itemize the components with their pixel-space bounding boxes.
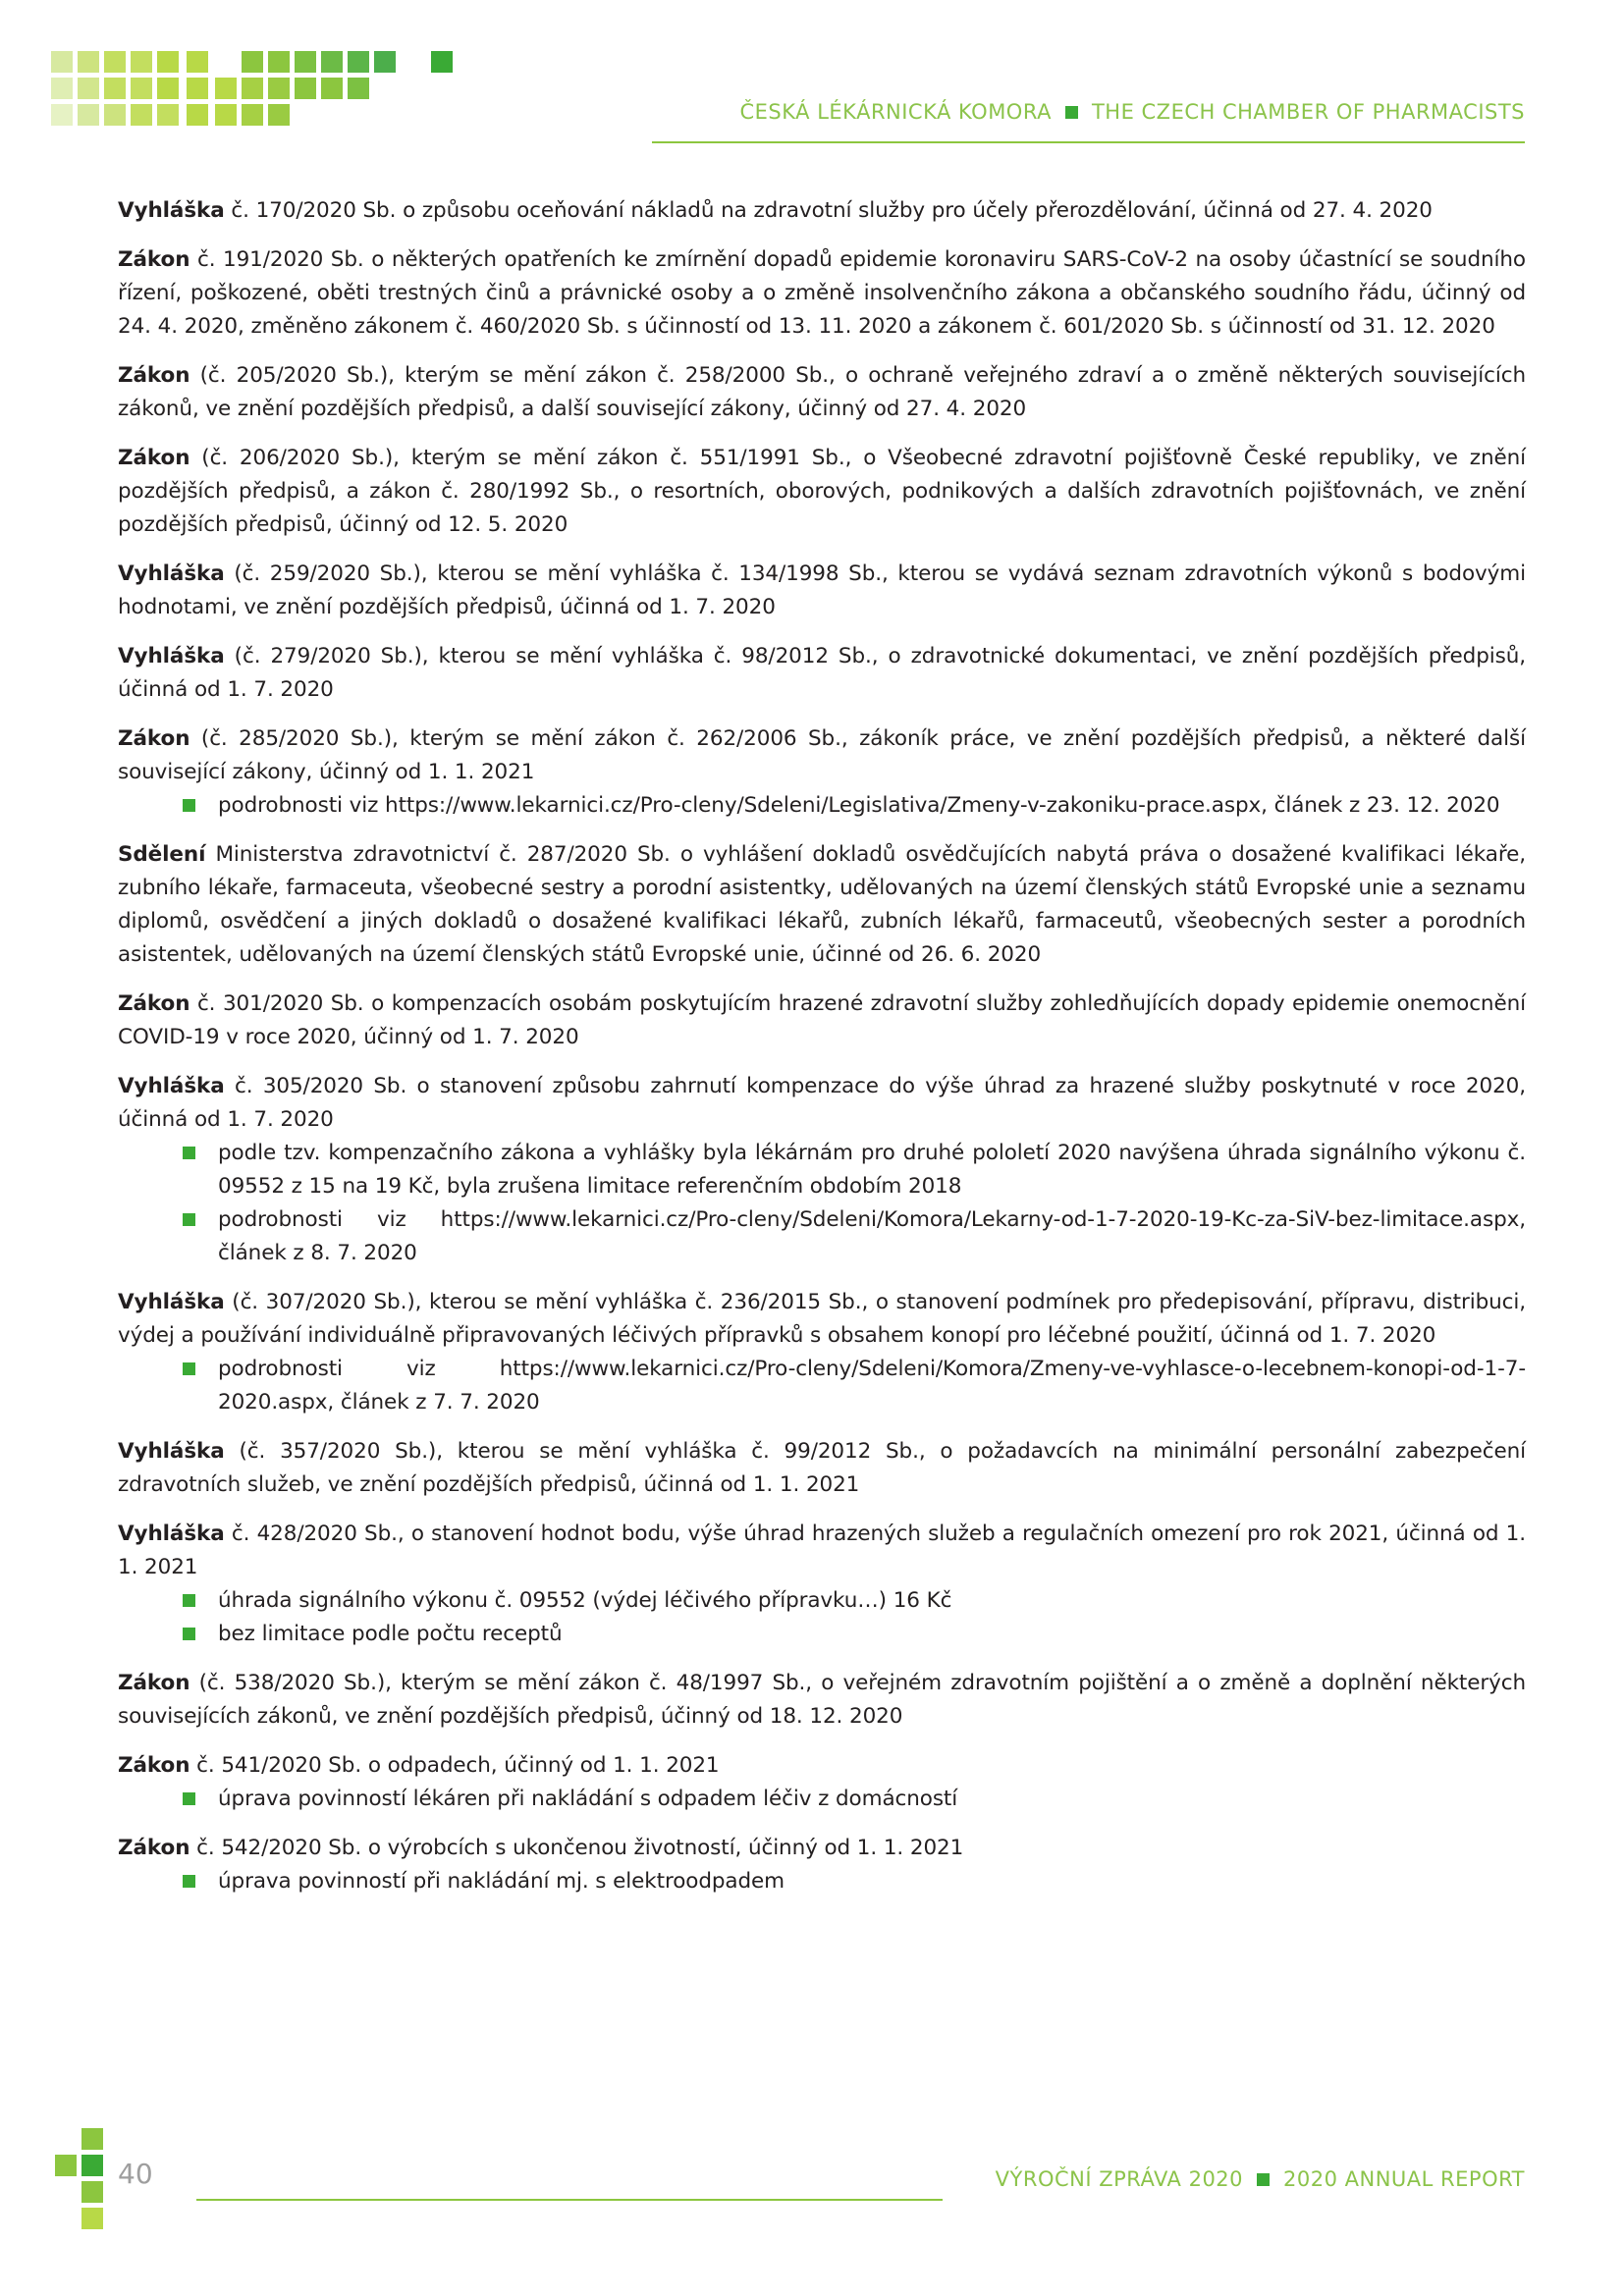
legislation-entry bbox=[118, 1667, 1526, 1734]
logo-square bbox=[215, 104, 237, 126]
logo-square bbox=[51, 51, 73, 73]
bullet-text: podrobnosti viz https://www.lekarnici.cz/Pro-cleny/Sdeleni/Legislativa/Zmeny-v-zakoniku-prace.aspx, článek z 23. 12. 2020 bbox=[218, 793, 1500, 818]
logo-square bbox=[268, 51, 290, 73]
entry-text: č. 305/2020 Sb. o stanovení způsobu zahrnutí kompenzace do výše úhrad za hrazené služby poskytnuté v roce 2020, účinná od 1. 7. 2020 bbox=[118, 1074, 1526, 1132]
logo-square bbox=[157, 78, 179, 99]
footer-report-en: 2020 ANNUAL REPORT bbox=[1283, 2167, 1525, 2191]
bullet-text: podrobnosti viz https://www.lekarnici.cz/Pro-cleny/Sdeleni/Komora/Zmeny-ve-vyhlasce-o-lecebnem-konopi-od-1-7-2020.aspx, článek z 7. 7. 2020 bbox=[218, 1357, 1526, 1415]
entry-keyword: Vyhláška bbox=[118, 1290, 225, 1314]
bullet-text: podrobnosti viz https://www.lekarnici.cz/Pro-cleny/Sdeleni/Komora/Lekarny-od-1-7-2020-19-Kc-za-SiV-bez-limitace.aspx, článek z 8. 7. 2020 bbox=[218, 1207, 1526, 1265]
entry-text: (č. 206/2020 Sb.), kterým se mění zákon č. 551/1991 Sb., o Všeobecné zdravotní pojišťovně České republiky, ve znění pozdějších předpisů, a zákon č. 280/1992 Sb., o resortních, oborových, podnikových a dalších zdravotních pojišťovnách, ve znění pozdějších předpisů, účinný od 12. 5. 2020 bbox=[118, 446, 1526, 537]
entry-keyword: Zákon bbox=[118, 1836, 190, 1860]
legislation-entry bbox=[118, 194, 1526, 228]
entry-bullet-item bbox=[118, 789, 1526, 823]
bullet-square-icon bbox=[183, 1594, 195, 1607]
logo-square bbox=[187, 78, 208, 99]
bullet-text: podle tzv. kompenzačního zákona a vyhlášky byla lékárnám pro druhé pololetí 2020 navýšena úhrada signálního výkonu č. 09552 z 15 na 19 Kč, byla zrušena limitace referenčním obdobím 2018 bbox=[218, 1141, 1526, 1199]
footer-report-cz: VÝROČNÍ ZPRÁVA 2020 bbox=[995, 2167, 1244, 2191]
logo-square bbox=[187, 51, 208, 73]
logo-square bbox=[242, 51, 263, 73]
bullet-square-icon bbox=[183, 1362, 195, 1375]
entry-text: (č. 538/2020 Sb.), kterým se mění zákon č. 48/1997 Sb., o veřejném zdravotním pojištění a o změně a doplnění některých souvisejících zákonů, ve znění pozdějších předpisů, účinný od 18. 12. 2020 bbox=[118, 1671, 1526, 1729]
legislation-list bbox=[118, 194, 1526, 1914]
legislation-entry bbox=[118, 1070, 1526, 1270]
header-rule bbox=[652, 141, 1525, 143]
logo-square bbox=[55, 2155, 77, 2176]
entry-keyword: Zákon bbox=[118, 1753, 190, 1778]
logo-square bbox=[78, 51, 99, 73]
logo-square bbox=[295, 78, 316, 99]
header-org-cz: ČESKÁ LÉKÁRNICKÁ KOMORA bbox=[739, 100, 1052, 124]
entry-keyword: Zákon bbox=[118, 1671, 190, 1695]
entry-paragraph bbox=[118, 359, 1526, 426]
bullet-square-icon bbox=[183, 1875, 195, 1888]
footer-rule bbox=[196, 2199, 943, 2201]
header-separator-square bbox=[1065, 106, 1078, 119]
logo-square bbox=[104, 51, 126, 73]
logo-square bbox=[81, 2208, 103, 2229]
legislation-entry bbox=[118, 442, 1526, 542]
logo-square bbox=[78, 104, 99, 126]
entry-paragraph bbox=[118, 1749, 1526, 1783]
header-org-en: THE CZECH CHAMBER OF PHARMACISTS bbox=[1091, 100, 1525, 124]
entry-paragraph bbox=[118, 558, 1526, 624]
legislation-entry bbox=[118, 1435, 1526, 1502]
entry-bullet-item bbox=[118, 1865, 1526, 1898]
entry-paragraph bbox=[118, 1435, 1526, 1502]
entry-text: č. 301/2020 Sb. o kompenzacích osobám poskytujícím hrazené zdravotní služby zohledňujících dopady epidemie onemocnění COVID-19 v roce 2020, účinný od 1. 7. 2020 bbox=[118, 991, 1526, 1049]
entry-bullet-item bbox=[118, 1137, 1526, 1203]
entry-keyword: Vyhláška bbox=[118, 1522, 225, 1546]
entry-keyword: Vyhláška bbox=[118, 1074, 225, 1098]
entry-paragraph bbox=[118, 1832, 1526, 1865]
legislation-entry bbox=[118, 1749, 1526, 1816]
logo-square bbox=[157, 51, 179, 73]
page-number: 40 bbox=[118, 2158, 153, 2190]
header-title bbox=[740, 100, 1526, 124]
bullet-square-icon bbox=[183, 1628, 195, 1640]
legislation-entry bbox=[118, 558, 1526, 624]
legislation-entry bbox=[118, 988, 1526, 1054]
logo-square bbox=[215, 78, 237, 99]
entry-bullet-item bbox=[118, 1353, 1526, 1419]
legislation-entry bbox=[118, 359, 1526, 426]
entry-text: č. 170/2020 Sb. o způsobu oceňování nákladů na zdravotní služby pro účely přerozdělování, účinná od 27. 4. 2020 bbox=[224, 198, 1433, 223]
bullet-text: úprava povinností při nakládání mj. s elektroodpadem bbox=[218, 1869, 785, 1894]
entry-text: č. 542/2020 Sb. o výrobcích s ukončenou životností, účinný od 1. 1. 2021 bbox=[189, 1836, 964, 1860]
logo-square bbox=[81, 2155, 103, 2176]
logo-square bbox=[104, 78, 126, 99]
logo-square bbox=[268, 104, 290, 126]
logo-square bbox=[348, 78, 369, 99]
entry-paragraph bbox=[118, 722, 1526, 789]
entry-keyword: Zákon bbox=[118, 726, 190, 751]
logo-square bbox=[131, 78, 152, 99]
logo-square bbox=[295, 51, 316, 73]
logo-square bbox=[81, 2181, 103, 2203]
entry-text: (č. 285/2020 Sb.), kterým se mění zákon č. 262/2006 Sb., zákoník práce, ve znění pozdějších předpisů, a některé další související zákony, účinný od 1. 1. 2021 bbox=[118, 726, 1526, 784]
entry-keyword: Zákon bbox=[118, 446, 190, 470]
legislation-entry bbox=[118, 640, 1526, 707]
legislation-entry bbox=[118, 1518, 1526, 1651]
entry-text: č. 191/2020 Sb. o některých opatřeních ke zmírnění dopadů epidemie koronaviru SARS-CoV-2 na osoby účastnící se soudního řízení, poškozené, oběti trestných činů a právnické osoby a o změně insolvenčního zákona a občanského soudního řádu, účinný od 24. 4. 2020, změněno zákonem č. 460/2020 Sb. s účinností od 13. 11. 2020 a zákonem č. 601/2020 Sb. s účinností od 31. 12. 2020 bbox=[118, 247, 1526, 339]
entry-text: Ministerstva zdravotnictví č. 287/2020 Sb. o vyhlášení dokladů osvědčujících nabytá práva o dosažené kvalifikaci lékaře, zubního lékaře, farmaceuta, všeobecné sestry a porodní asistentky, udělovaných na území členských států Evropské unie a seznamu diplomů, osvědčení a jiných dokladů o dosažené kvalifikaci lékařů, zubních lékařů, farmaceutů, všeobecných sester a porodních asistentek, udělovaných na území členských států Evropské unie, účinné od 26. 6. 2020 bbox=[118, 842, 1526, 967]
logo-square bbox=[321, 78, 343, 99]
bullet-square-icon bbox=[183, 1147, 195, 1159]
footer-title bbox=[996, 2167, 1525, 2191]
legislation-entry bbox=[118, 1286, 1526, 1419]
entry-paragraph bbox=[118, 1070, 1526, 1137]
entry-paragraph bbox=[118, 1667, 1526, 1734]
entry-paragraph bbox=[118, 1286, 1526, 1353]
logo-square bbox=[187, 104, 208, 126]
logo-square bbox=[242, 104, 263, 126]
entry-keyword: Zákon bbox=[118, 363, 190, 388]
entry-bullet-item bbox=[118, 1203, 1526, 1270]
entry-bullet-item bbox=[118, 1618, 1526, 1651]
entry-text: č. 428/2020 Sb., o stanovení hodnot bodu, výše úhrad hrazených služeb a regulačních omezení pro rok 2021, účinná od 1. 1. 2021 bbox=[118, 1522, 1526, 1579]
logo-square bbox=[348, 51, 369, 73]
logo-square bbox=[157, 104, 179, 126]
entry-paragraph bbox=[118, 442, 1526, 542]
bullet-square-icon bbox=[183, 799, 195, 812]
logo-square bbox=[104, 104, 126, 126]
entry-keyword: Vyhláška bbox=[118, 198, 225, 223]
bullet-text: úhrada signálního výkonu č. 09552 (výdej léčivého přípravku…) 16 Kč bbox=[218, 1588, 952, 1613]
logo-square bbox=[81, 2128, 103, 2150]
logo-square bbox=[51, 78, 73, 99]
entry-paragraph bbox=[118, 838, 1526, 972]
entry-paragraph bbox=[118, 194, 1526, 228]
bullet-text: bez limitace podle počtu receptů bbox=[218, 1622, 563, 1646]
logo-square bbox=[431, 51, 453, 73]
entry-keyword: Sdělení bbox=[118, 842, 206, 867]
entry-paragraph bbox=[118, 988, 1526, 1054]
logo-square bbox=[131, 104, 152, 126]
entry-text: č. 541/2020 Sb. o odpadech, účinný od 1. 1. 2021 bbox=[189, 1753, 720, 1778]
entry-paragraph bbox=[118, 1518, 1526, 1584]
entry-bullet-item bbox=[118, 1783, 1526, 1816]
logo-square bbox=[78, 78, 99, 99]
entry-keyword: Vyhláška bbox=[118, 1439, 225, 1464]
logo-square bbox=[374, 51, 396, 73]
entry-paragraph bbox=[118, 243, 1526, 344]
entry-text: (č. 279/2020 Sb.), kterou se mění vyhláška č. 98/2012 Sb., o zdravotnické dokumentaci, ve znění pozdějších předpisů, účinná od 1. 7. 2020 bbox=[118, 644, 1526, 702]
legislation-entry bbox=[118, 838, 1526, 972]
entry-text: (č. 357/2020 Sb.), kterou se mění vyhláška č. 99/2012 Sb., o požadavcích na minimální personální zabezpečení zdravotních služeb, ve znění pozdějších předpisů, účinná od 1. 1. 2021 bbox=[118, 1439, 1526, 1497]
bullet-square-icon bbox=[183, 1213, 195, 1226]
entry-keyword: Zákon bbox=[118, 991, 190, 1016]
bullet-square-icon bbox=[183, 1792, 195, 1805]
footer-separator-square bbox=[1257, 2173, 1270, 2186]
entry-bullet-item bbox=[118, 1584, 1526, 1618]
entry-text: (č. 307/2020 Sb.), kterou se mění vyhláška č. 236/2015 Sb., o stanovení podmínek pro předepisování, přípravu, distribuci, výdej a používání individuálně připravovaných léčivých přípravků s obsahem konopí pro léčebné použití, účinná od 1. 7. 2020 bbox=[118, 1290, 1526, 1348]
bullet-text: úprava povinností lékáren při nakládání s odpadem léčiv z domácností bbox=[218, 1787, 958, 1811]
entry-keyword: Vyhláška bbox=[118, 561, 225, 586]
legislation-entry bbox=[118, 1832, 1526, 1898]
legislation-entry bbox=[118, 243, 1526, 344]
entry-text: (č. 205/2020 Sb.), kterým se mění zákon č. 258/2000 Sb., o ochraně veřejného zdraví a o změně některých souvisejících zákonů, ve znění pozdějších předpisů, a další související zákony, účinný od 27. 4. 2020 bbox=[118, 363, 1526, 421]
entry-paragraph bbox=[118, 640, 1526, 707]
legislation-entry bbox=[118, 722, 1526, 823]
logo-square bbox=[131, 51, 152, 73]
logo-square bbox=[321, 51, 343, 73]
logo-square bbox=[242, 78, 263, 99]
logo-square bbox=[268, 78, 290, 99]
entry-keyword: Zákon bbox=[118, 247, 190, 272]
entry-text: (č. 259/2020 Sb.), kterou se mění vyhláška č. 134/1998 Sb., kterou se vydává seznam zdravotních výkonů s bodovými hodnotami, ve znění pozdějších předpisů, účinná od 1. 7. 2020 bbox=[118, 561, 1526, 619]
logo-square bbox=[51, 104, 73, 126]
entry-keyword: Vyhláška bbox=[118, 644, 225, 668]
